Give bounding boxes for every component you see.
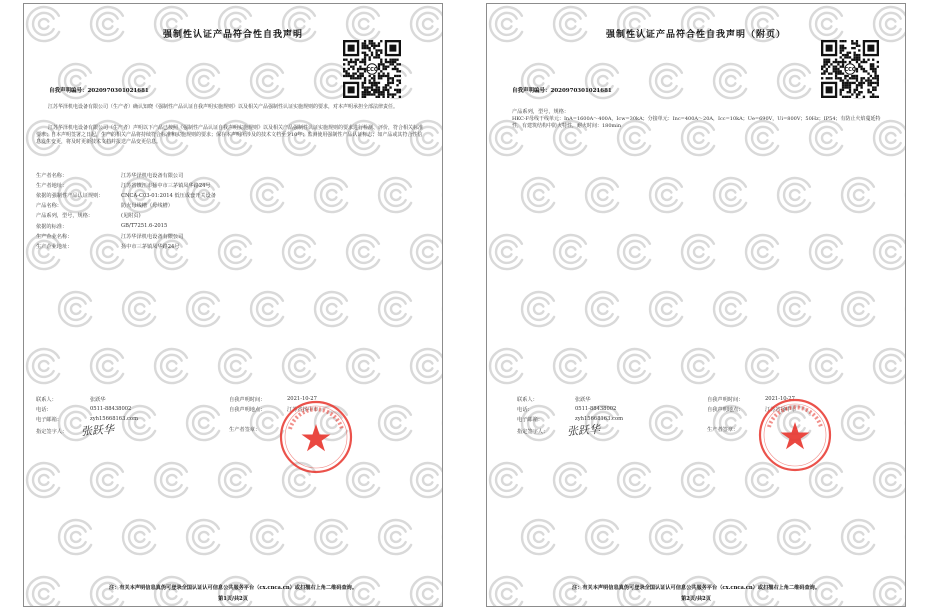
contact-email-label: 电子邮箱： [36,417,62,423]
responsibility-paragraph: 江苏华泽机电设备有限公司（生产者）确认知晓《强制性产品认证自我声明实施规则》以及相关产品强制性认证实施规则的要求，对本声明承担全部法律责任。 [48,104,399,110]
compliance-paragraph: 江苏华泽机电设备有限公司（生产者）声明以下产品已按照《强制性产品认证自我声明实施规则》以及相关产品强制性认证实施规则的要求进行检测、评价，符合相关标准要求；自本声明签署之日起，生产的相关产品将持续符合标准和实施规则的要求；保存本声明所涉及的技术文档至少10年；监测使用强制性产品认证标志；如产品或其符合性信息发生变更，将及时更新技术文档并报送产品变更信息。 [36,125,424,145]
contact-tel: 0511-88438002 [575,406,617,412]
contact-email-label: 电子邮箱： [517,417,543,423]
footnote: 注：有关本声明信息真伪可登录全国认证认可信息公共服务平台（cx.cnca.cn）或扫描右上角二维码查询。 [108,585,358,591]
field-value: CNCA-C03-01:2014 低压成套开关设备 [121,193,216,199]
declaration-time: 2021-10-27 [287,396,317,402]
field-value: 江苏华泽机电设备有限公司 [121,234,184,240]
svg-text:CCC: CCC [844,67,856,73]
qr-code-icon [821,40,879,98]
declaration-time: 2021-10-27 [765,396,795,402]
spec-label: 产品系列，型号，规格： [512,109,570,115]
field-label: 生产者地址： [36,183,68,189]
company-seal-icon [757,397,833,473]
field-value: GB/T7251.6-2015 [121,223,168,229]
declaration-time-label: 自我声明时间： [707,397,744,403]
qr-code-icon [343,40,401,98]
declaration-time-label: 自我声明时间： [229,397,266,403]
handwritten-signature: 张跃华 [80,422,115,439]
contact-email: zyh15668163.com [575,416,624,422]
spec-text: HKC-F母线干线单元：InA=1600A～400A，Icw=30kA；分接单元：Inc=400A～20A，Icc=10kA；Ue=690V，Ui=800V；50Hz；IP54；有防止火焰蔓延特性，有建筑结构中防火特性，耐火时间：180min [512,116,881,129]
field-value: 扬中市三茅镇凤华路24号 [121,244,180,250]
field-label: 产品名称： [36,203,62,209]
producer-sign-label: 生产者签章： [707,427,739,433]
contact-email: zyh15668163.com [90,416,139,422]
declaration-place-label: 自我声明地点： [229,407,266,413]
contact-tel: 0511-88438002 [90,406,132,412]
field-label: 生产者名称： [36,173,68,179]
company-seal-icon [278,399,354,475]
contact-name: 张跃华 [90,397,106,403]
declaration-place: 江苏省扬中市 [765,407,797,413]
field-value: (见附页) [121,213,141,219]
field-value: 江苏华泽机电设备有限公司 [121,173,184,179]
field-value: 江苏省镇江市扬中市三茅镇凤华路24号 [121,183,211,189]
contact-name: 张跃华 [575,397,591,403]
field-value: 防火母线槽（母线槽） [121,203,173,209]
declaration-number: 自我声明编号：2020970301021681 [512,88,612,94]
page-number: 第1页/共2页 [218,596,248,602]
contact-name-label: 联系人： [36,397,57,403]
contact-tel-label: 电话： [517,407,533,413]
page-title: 强制性认证产品符合性自我声明 [162,30,303,40]
declaration-place: 江苏省扬中市 [287,407,319,413]
field-label: 依据的标准： [36,224,68,230]
contact-name-label: 联系人： [517,397,538,403]
page-title: 强制性认证产品符合性自我声明（附页） [605,30,786,40]
declaration-page-1 [23,3,443,607]
handwritten-signature: 张跃华 [566,422,601,439]
field-label: 生产企业名称： [36,234,73,240]
field-label: 依据的强制性产品认证规则： [36,193,104,199]
page-number: 第2页/共2页 [681,596,711,602]
declaration-page-2 [486,3,906,607]
producer-sign-label: 生产者签章： [229,427,261,433]
footnote: 注：有关本声明信息真伪可登录全国认证认可信息公共服务平台（cx.cnca.cn）或扫描右上角二维码查询。 [571,585,821,591]
signer-label: 指定签字人： [517,429,549,435]
svg-text:CCC: CCC [366,67,378,73]
declaration-place-label: 自我声明地点： [707,407,744,413]
declaration-number: 自我声明编号：2020970301021681 [49,88,149,94]
signer-label: 指定签字人： [36,429,68,435]
field-label: 产品系列，型号，规格： [36,213,94,219]
contact-tel-label: 电话： [36,407,52,413]
field-label: 生产企业地址： [36,244,73,250]
